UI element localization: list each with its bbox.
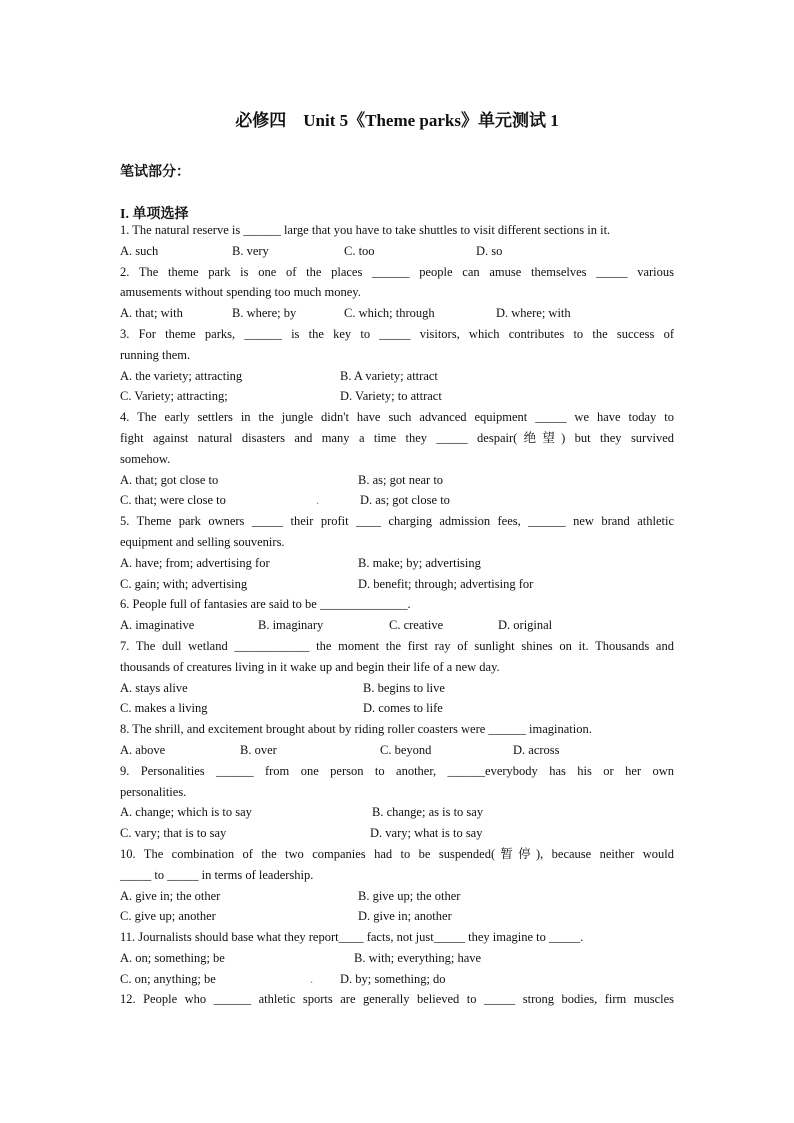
option: B. imaginary <box>258 618 324 633</box>
question-10-options-cd <box>120 906 674 927</box>
question-1: 1. The natural reserve is ______ large that you have to take shuttles to visit different sections in it. <box>120 223 611 237</box>
option: A. the variety; attracting <box>120 368 243 383</box>
option: C. beyond <box>380 742 432 757</box>
option: A. on; something; be <box>120 950 225 965</box>
question-4: 4. The early settlers in the jungle didn't have such advanced equipment _____ we have today to <box>120 410 674 425</box>
question-7-options-ab <box>120 678 674 699</box>
question-4-options-cd <box>120 490 674 511</box>
question-2-cont: amusements without spending too much money. <box>120 285 361 300</box>
question-7-options-cd <box>120 698 674 719</box>
question-11-options-ab <box>120 948 674 969</box>
option: B. where; by <box>232 306 297 321</box>
question-7: 7. The dull wetland ____________ the moment the first ray of sunlight shines on it. Thousands and <box>120 638 674 653</box>
option: D. where; with <box>496 306 571 321</box>
question-12: 12. People who ______ athletic sports are generally believed to _____ strong bodies, firm muscles <box>120 992 674 1007</box>
option: C. creative <box>389 618 444 633</box>
question-7-cont: thousands of creatures living in it wake up and begin their life of a new day. <box>120 659 500 674</box>
option: B. give up; the other <box>358 888 461 903</box>
option: C. on; anything; be <box>120 971 216 986</box>
question-9-cont: personalities. <box>120 784 187 799</box>
question-3-options-ab <box>120 366 674 387</box>
option: A. stays alive <box>120 680 188 695</box>
option: A. that; got close to <box>120 472 219 487</box>
option: C. that; were close to <box>120 493 226 508</box>
question-4-options-ab <box>120 470 674 491</box>
page-title: 必修四 Unit 5《Theme parks》单元测试 1 <box>235 111 559 130</box>
option: D. so <box>476 243 503 258</box>
question-10: 10. The combination of the two companies had to be suspended(暂停), because neither would <box>120 846 674 861</box>
option: B. A variety; attract <box>340 368 438 383</box>
question-6: 6. People full of fantasies are said to be ______________. <box>120 597 411 612</box>
question-5-options-cd <box>120 574 674 595</box>
option: A. imaginative <box>120 618 195 633</box>
question-9-options-cd <box>120 823 674 844</box>
question-3-cont: running them. <box>120 347 191 362</box>
option: D. comes to life <box>363 701 443 716</box>
question-9-options-ab <box>120 802 674 823</box>
question-5-options-ab <box>120 553 674 574</box>
option: A. give in; the other <box>120 888 221 903</box>
stray-dot: . <box>316 493 320 508</box>
option: A. that; with <box>120 306 183 321</box>
question-10-cont: _____ to _____ in terms of leadership. <box>120 867 314 882</box>
option: B. begins to live <box>363 680 445 695</box>
option: A. above <box>120 742 166 757</box>
question-list <box>120 220 674 1010</box>
option: C. vary; that is to say <box>120 826 227 841</box>
option: C. too <box>344 243 375 258</box>
question-11: 11. Journalists should base what they report____ facts, not just_____ they imagine to _____. <box>120 930 584 945</box>
option: C. gain; with; advertising <box>120 576 248 591</box>
section-heading: I. 单项选择 <box>120 207 189 222</box>
written-part-heading: 笔试部分： <box>120 165 190 180</box>
question-4-cont: fight against natural disasters and many a time they _____ despair(绝望) but they survived <box>120 430 674 445</box>
option: A. have; from; advertising for <box>120 555 270 570</box>
option: B. as; got near to <box>358 472 444 487</box>
option: D. give in; another <box>358 909 452 924</box>
option: D. vary; what is to say <box>370 826 483 841</box>
question-8-options <box>120 740 674 761</box>
question-5-cont: equipment and selling souvenirs. <box>120 534 285 549</box>
question-8: 8. The shrill, and excitement brought about by riding roller coasters were ______ imagination. <box>120 722 592 737</box>
option: C. Variety; attracting; <box>120 389 228 404</box>
question-11-options-cd <box>120 969 674 990</box>
option: B. over <box>240 742 277 757</box>
option: D. Variety; to attract <box>340 389 442 404</box>
option: B. with; everything; have <box>354 950 482 965</box>
question-3-options-cd <box>120 386 674 407</box>
question-2: 2. The theme park is one of the places ______ people can amuse themselves _____ various <box>120 264 674 279</box>
option: D. benefit; through; advertising for <box>358 576 534 591</box>
option: B. change; as is to say <box>372 805 484 820</box>
question-2-options <box>120 303 674 324</box>
option: D. by; something; do <box>340 971 446 986</box>
question-3: 3. For theme parks, ______ is the key to _____ visitors, which contributes to the success of <box>120 326 674 341</box>
option: D. as; got close to <box>360 493 450 508</box>
option: C. which; through <box>344 306 435 321</box>
option: D. original <box>498 618 553 633</box>
option: C. makes a living <box>120 701 208 716</box>
question-5: 5. Theme park owners _____ their profit ____ charging admission fees, ______ new brand athletic <box>120 514 674 529</box>
stray-dot: . <box>310 971 314 986</box>
option: D. across <box>513 742 560 757</box>
option: A. such <box>120 243 159 258</box>
option: A. change; which is to say <box>120 805 252 820</box>
option: B. make; by; advertising <box>358 555 481 570</box>
question-10-options-ab <box>120 886 674 907</box>
question-9: 9. Personalities ______ from one person to another, ______everybody has his or her own <box>120 763 674 778</box>
option: B. very <box>232 243 269 258</box>
question-1-options <box>120 241 674 262</box>
question-6-options <box>120 615 674 636</box>
option: C. give up; another <box>120 909 216 924</box>
question-4-cont2: somehow. <box>120 451 171 466</box>
